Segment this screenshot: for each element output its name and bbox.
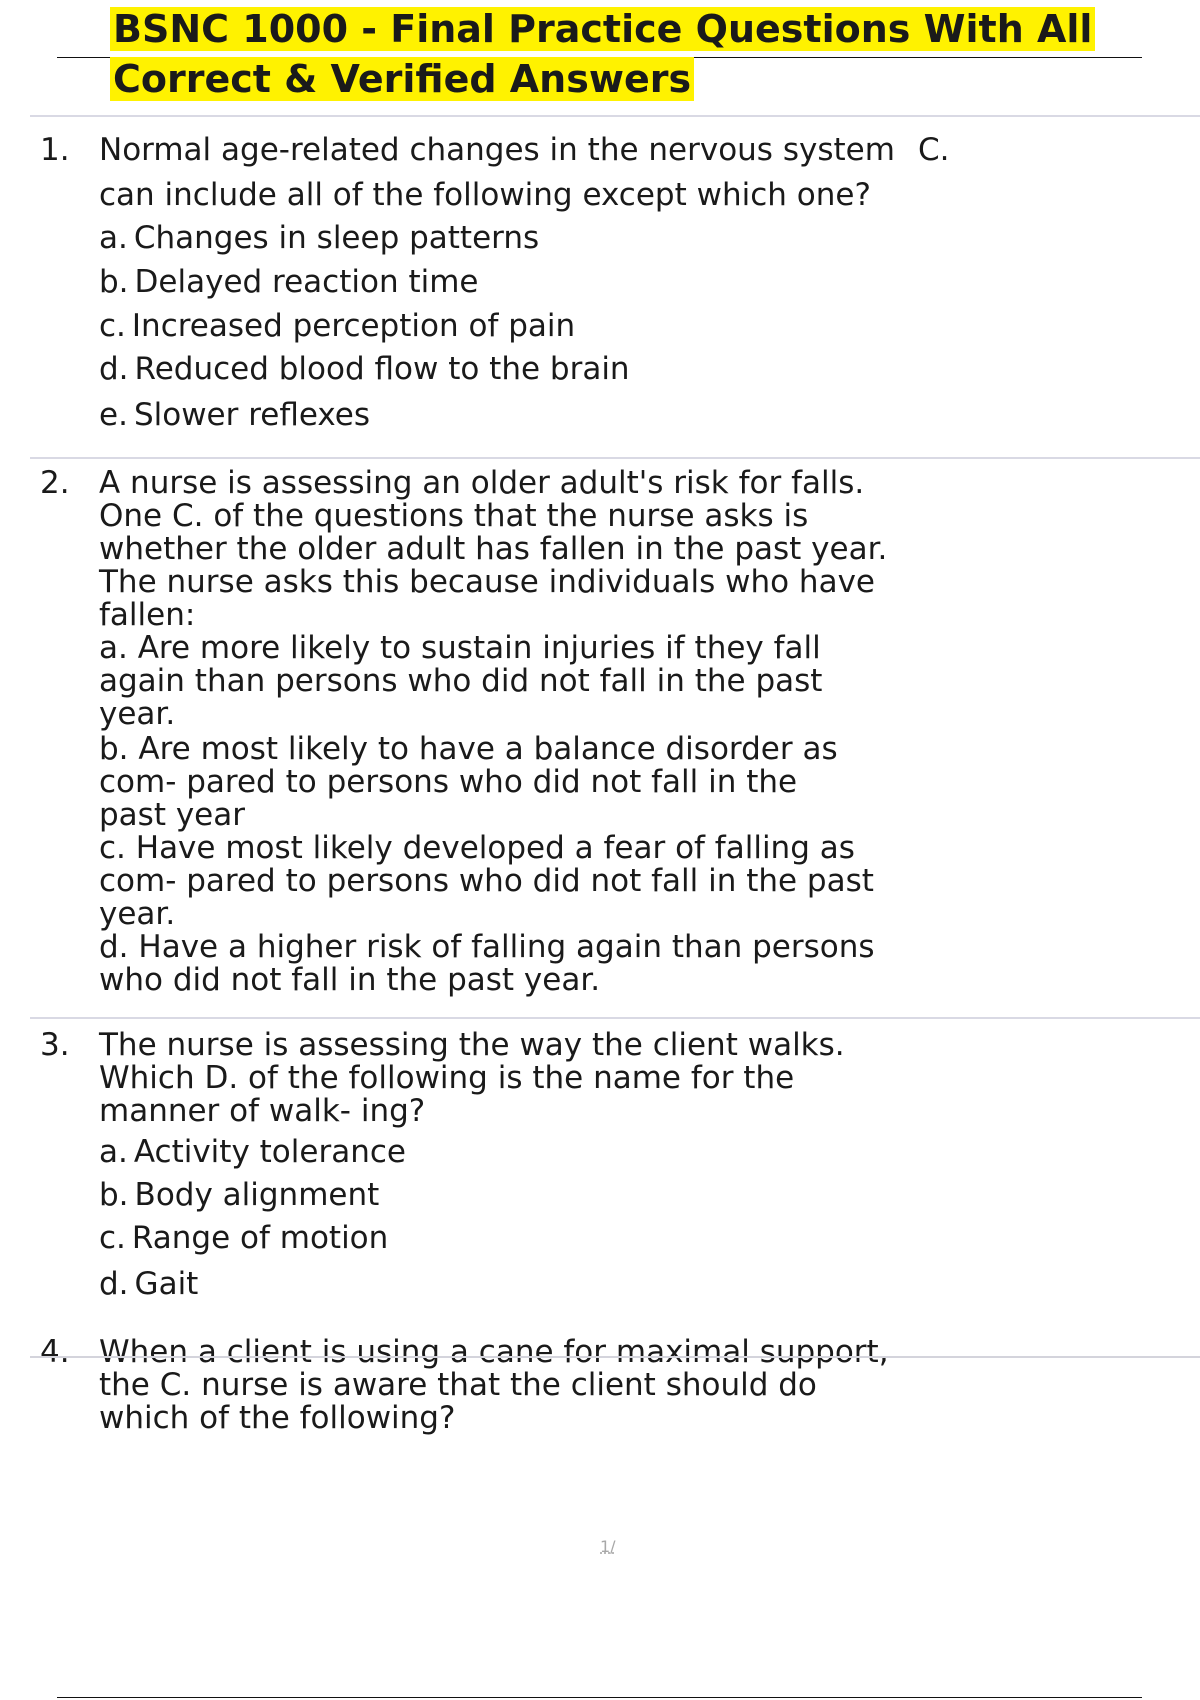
question-stem-line: can include all of the following except which one? xyxy=(99,177,871,213)
option-text: Gait xyxy=(134,1266,199,1302)
answer-option-continued: com- pared to persons who did not fall in the past xyxy=(99,863,874,899)
answer-option-continued: past year xyxy=(99,797,245,833)
answer-option: a. Are more likely to sustain injuries if they fall xyxy=(99,630,821,666)
option-label: a. xyxy=(99,220,128,256)
question-text-line: the C. nurse is aware that the client should do xyxy=(99,1367,817,1403)
answer-option-continued: year. xyxy=(99,896,176,932)
answer-option xyxy=(99,353,630,386)
answer-option xyxy=(99,399,370,432)
question-text-line: fallen: xyxy=(99,597,196,633)
title-line-2: Correct & Verified Answers xyxy=(110,57,694,101)
title-line-1: BSNC 1000 - Final Practice Questions With All xyxy=(110,7,1095,51)
answer-option: c. Have most likely developed a fear of falling as xyxy=(99,830,855,866)
answer-option xyxy=(99,266,479,299)
answer-option-continued: who did not fall in the past year. xyxy=(99,962,601,998)
option-text: Changes in sleep patterns xyxy=(133,220,540,256)
question-stem-line: Normal age-related changes in the nervous system xyxy=(99,132,895,168)
footer-rule xyxy=(57,1697,1142,1698)
separator xyxy=(30,1356,1200,1358)
answer-option xyxy=(99,1136,406,1169)
question-text-line: The nurse asks this because individuals who have xyxy=(99,564,875,600)
question-number: 3. xyxy=(40,1027,70,1063)
page-title xyxy=(110,4,1110,104)
answer-option: b. Are most likely to have a balance disorder as xyxy=(99,731,838,767)
option-label: d. xyxy=(99,1266,129,1302)
question-number: 4. xyxy=(40,1334,70,1370)
question-text-line: manner of walk- ing? xyxy=(99,1093,426,1129)
separator xyxy=(30,115,1200,117)
question-text-line: The nurse is assessing the way the client walks. xyxy=(99,1027,845,1063)
question-text-line: whether the older adult has fallen in the past year. xyxy=(99,531,888,567)
option-text: Range of motion xyxy=(131,1220,389,1256)
separator xyxy=(30,457,1200,459)
question-number: 1. xyxy=(40,132,70,168)
page-number: 1/ xyxy=(600,1537,616,1556)
option-label: c. xyxy=(99,308,126,344)
answer-option xyxy=(99,222,539,255)
option-label: b. xyxy=(99,1177,129,1213)
answer-option xyxy=(99,1179,379,1212)
option-label: b. xyxy=(99,264,129,300)
answer-option: d. Have a higher risk of falling again than persons xyxy=(99,929,875,965)
answer-option-continued: com- pared to persons who did not fall in the xyxy=(99,764,798,800)
answer-option xyxy=(99,1268,198,1301)
answer-key: C. xyxy=(918,132,950,168)
question-text-line: When a client is using a cane for maximal support, xyxy=(99,1334,889,1370)
option-text: Slower reflexes xyxy=(133,397,371,433)
separator xyxy=(30,1017,1200,1019)
answer-option-continued: again than persons who did not fall in the past xyxy=(99,663,823,699)
question-text-line: Which D. of the following is the name for the xyxy=(99,1060,795,1096)
option-label: c. xyxy=(99,1220,126,1256)
option-label: e. xyxy=(99,397,128,433)
option-text: Increased perception of pain xyxy=(131,308,576,344)
question-text-line: One C. of the questions that the nurse asks is xyxy=(99,498,809,534)
question-text-line: A nurse is assessing an older adult's risk for falls. xyxy=(99,465,865,501)
answer-option-continued: year. xyxy=(99,696,176,732)
option-text: Delayed reaction time xyxy=(134,264,479,300)
option-label: a. xyxy=(99,1134,128,1170)
question-number: 2. xyxy=(40,465,70,501)
answer-option xyxy=(99,310,575,343)
option-text: Reduced blood flow to the brain xyxy=(134,351,630,387)
answer-option xyxy=(99,1222,388,1255)
option-text: Body alignment xyxy=(134,1177,380,1213)
question-text-line: which of the following? xyxy=(99,1400,456,1436)
option-label: d. xyxy=(99,351,129,387)
option-text: Activity tolerance xyxy=(133,1134,406,1170)
